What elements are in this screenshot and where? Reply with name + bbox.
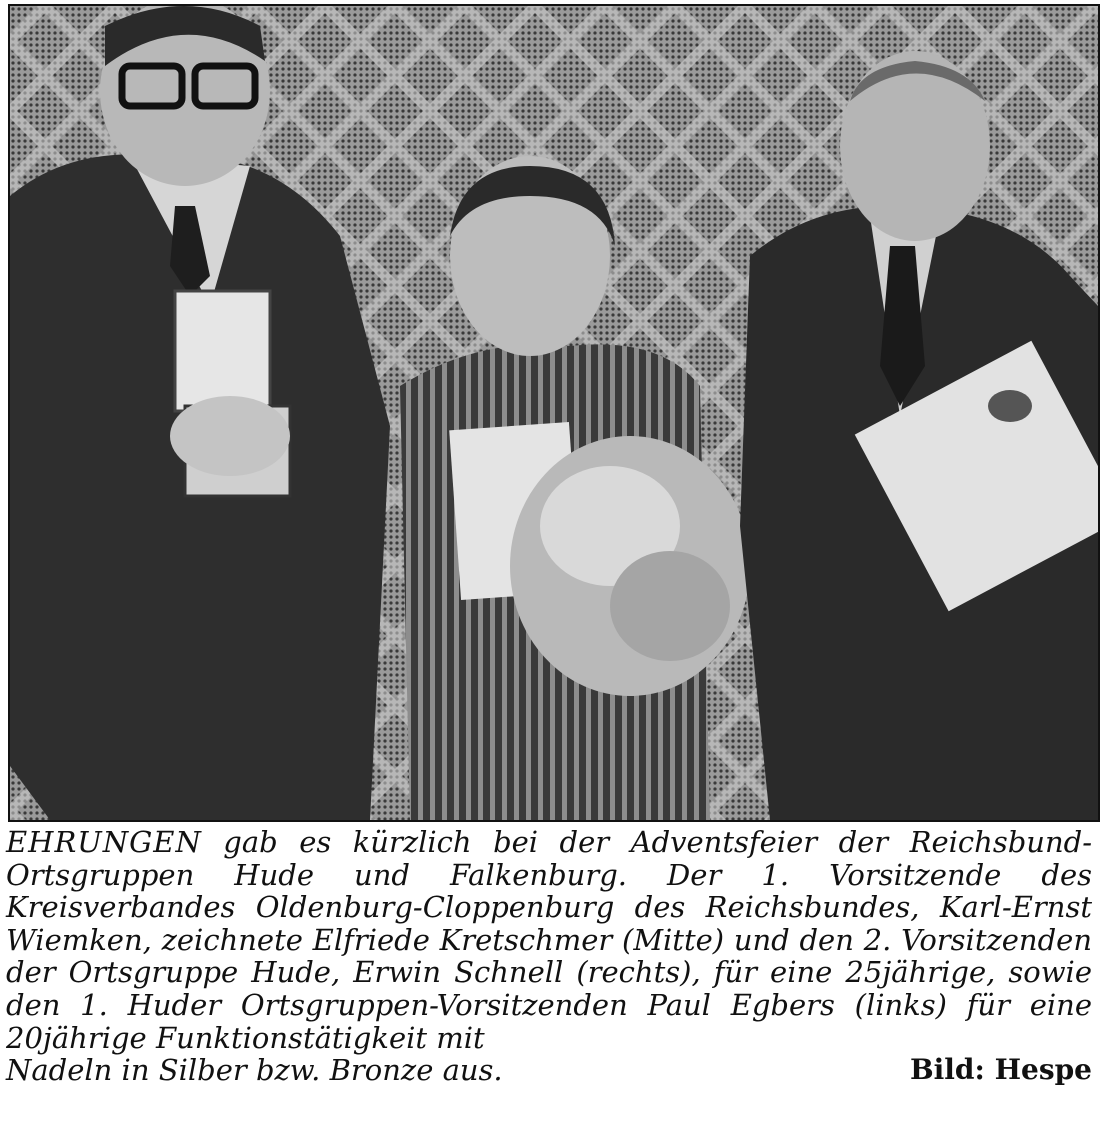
caption-lead: EHRUNGEN [6,825,202,859]
caption-last-line [6,1054,1092,1087]
photo-caption [6,826,1092,1087]
photo-illustration [10,6,1098,820]
caption-last: Nadeln in Silber bzw. Bronze aus. [6,1053,503,1088]
caption-body: gab es kürzlich bei der Adventsfeier der Reichsbund-Ortsgruppen Hude und Falkenburg. Der 1. Vorsitzende des Kreisverbandes Oldenburg-Cloppenburg des Reichsbundes, Karl-Ernst Wiemken, zeichnete Elfriede Kretschmer (Mitte) und den 2. Vorsitzenden der Ortsgruppe Hude, Erwin Schnell (rechts), für eine 25jährige, sowie den 1. Huder Ortsgruppen-Vorsitzenden Paul Egbers (links) für eine 20jährige Funktionstätigkeit mit [6,825,1092,1055]
photo-credit: Bild: Hespe [909,1053,1092,1087]
press-photo [8,4,1100,822]
